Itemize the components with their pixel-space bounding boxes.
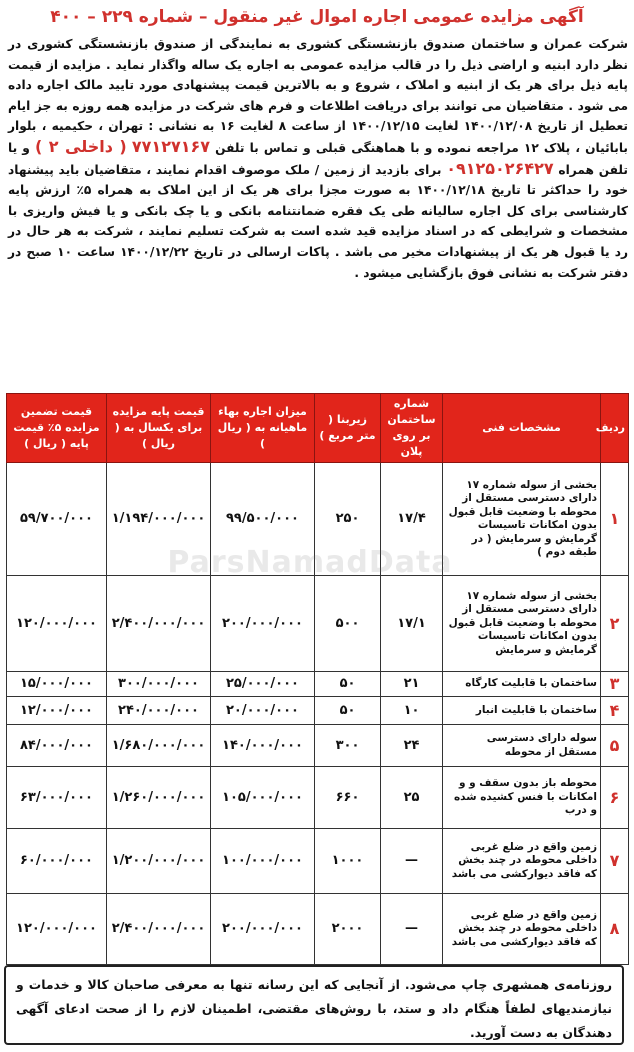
header-rent: میزان اجاره بهاء ماهیانه به ( ریال ) — [211, 394, 315, 463]
cell-building: ۲۴ — [381, 725, 443, 767]
cell-row-number: ۸ — [601, 894, 629, 965]
cell-spec: ساختمان با قابلیت کارگاه — [443, 672, 601, 697]
table-row — [7, 697, 629, 725]
notice-body — [8, 34, 628, 283]
table-row — [7, 576, 629, 672]
cell-base-price: ۱/۱۹۴/۰۰۰/۰۰۰ — [107, 463, 211, 576]
cell-building: ۱۰ — [381, 697, 443, 725]
header-area: زیربنا ( متر مربع ) — [315, 394, 381, 463]
cell-guarantee: ۱۵/۰۰۰/۰۰۰ — [7, 672, 107, 697]
table-row — [7, 725, 629, 767]
auction-table — [6, 393, 629, 965]
header-base-price: قیمت پایه مزایده برای یکسال به ( ریال ) — [107, 394, 211, 463]
cell-guarantee: ۶۳/۰۰۰/۰۰۰ — [7, 767, 107, 829]
cell-guarantee: ۱۲۰/۰۰۰/۰۰۰ — [7, 894, 107, 965]
notice-body-part2: و یا تلفن همراه — [8, 140, 628, 177]
cell-area: ۵۰ — [315, 672, 381, 697]
cell-base-price: ۱/۲۰۰/۰۰۰/۰۰۰ — [107, 829, 211, 894]
cell-guarantee: ۵۹/۷۰۰/۰۰۰ — [7, 463, 107, 576]
cell-row-number: ۳ — [601, 672, 629, 697]
cell-spec: زمین واقع در ضلع غربی داخلی محوطه در چند بخش که فاقد دیوارکشی می باشد — [443, 829, 601, 894]
cell-base-price: ۲/۴۰۰/۰۰۰/۰۰۰ — [107, 576, 211, 672]
cell-area: ۳۰۰ — [315, 725, 381, 767]
cell-row-number: ۲ — [601, 576, 629, 672]
cell-rent: ۲۰/۰۰۰/۰۰۰ — [211, 697, 315, 725]
table-row — [7, 672, 629, 697]
cell-row-number: ۷ — [601, 829, 629, 894]
cell-base-price: ۱/۶۸۰/۰۰۰/۰۰۰ — [107, 725, 211, 767]
table-row — [7, 829, 629, 894]
cell-area: ۲۰۰۰ — [315, 894, 381, 965]
cell-base-price: ۳۰۰/۰۰۰/۰۰۰ — [107, 672, 211, 697]
cell-base-price: ۲/۴۰۰/۰۰۰/۰۰۰ — [107, 894, 211, 965]
cell-base-price: ۱/۲۶۰/۰۰۰/۰۰۰ — [107, 767, 211, 829]
header-row-number: ردیف — [601, 394, 629, 463]
cell-area: ۲۵۰ — [315, 463, 381, 576]
cell-base-price: ۲۴۰/۰۰۰/۰۰۰ — [107, 697, 211, 725]
phone-main: ۷۷۱۲۷۱۶۷ — [131, 136, 211, 156]
header-spec: مشخصات فنی — [443, 394, 601, 463]
header-building: شماره ساختمان بر روی پلان — [381, 394, 443, 463]
notice-body-part1: شرکت عمران و ساختمان صندوق بازنشستگی کشوری به نمایندگی از صندوق بازنشستگی کشوری در نظر دارد ابنیه و اراضی ذیل را در قالب مزایده عمومی به اجاره یک ساله واگذار نماید . مزایده از قیمت پایه ذیل برای هر یک از ابنیه و املاک ، شروع و به بالاترین قیمت پیشنهادی مورد تایید مالک اجاره داده می شود . متقاضیان می توانند برای دریافت اطلاعات و فرم های شرکت در مزایده همه روزه به جز ایام تعطیل از تاریخ ۱۴۰۰/۱۲/۰۸ لغایت ۱۴۰۰/۱۲/۱۵ از ساعت ۸ لغایت ۱۶ به نشانی : تهران ، حکیمیه ، بلوار بابائیان ، پلاک ۱۲ مراجعه نموده و با هماهنگی قبلی و تماس با تلفن — [8, 37, 629, 155]
cell-area: ۵۰۰ — [315, 576, 381, 672]
cell-guarantee: ۱۲/۰۰۰/۰۰۰ — [7, 697, 107, 725]
cell-spec: سوله دارای دسترسی مستقل از محوطه — [443, 725, 601, 767]
watermark-text: ParsNamadData — [167, 545, 453, 580]
cell-rent: ۲۰۰/۰۰۰/۰۰۰ — [211, 576, 315, 672]
cell-row-number: ۶ — [601, 767, 629, 829]
cell-rent: ۱۰۵/۰۰۰/۰۰۰ — [211, 767, 315, 829]
cell-row-number: ۵ — [601, 725, 629, 767]
cell-building: ۲۱ — [381, 672, 443, 697]
cell-guarantee: ۶۰/۰۰۰/۰۰۰ — [7, 829, 107, 894]
notice-body-part3: برای بازدید از زمین / ملک موصوف اقدام نمایند ، متقاضیان باید پیشنهاد خود را حداکثر تا تاریخ ۱۴۰۰/۱۲/۱۸ به صورت مجزا برای هر یک از این املاک به همراه ۵٪ ارزش پایه کارشناسی برای کل اجاره سالیانه طی یک فقره ضمانتنامه بانکی و یا چک بانکی و یا فیش واریزی با مشخصات و شرایطی که در اسناد مزایده قید شده است به شرکت تسلیم نمایند ، شرکت به هر حال در رد یا قبول هر یک از پیشنهادات مخیر می باشد . پاکات ارسالی در تاریخ ۱۴۰۰/۱۲/۲۲ ساعت ۱۰ صبح در دفتر شرکت به نشانی فوق بازگشایی میشود . — [8, 162, 629, 280]
cell-row-number: ۱ — [601, 463, 629, 576]
cell-building: — — [381, 829, 443, 894]
cell-building: — — [381, 894, 443, 965]
cell-building: ۱۷/۴ — [381, 463, 443, 576]
table-row — [7, 894, 629, 965]
cell-building: ۲۵ — [381, 767, 443, 829]
cell-rent: ۲۰۰/۰۰۰/۰۰۰ — [211, 894, 315, 965]
cell-area: ۶۶۰ — [315, 767, 381, 829]
notice-title: آگهی مزایده عمومی اجاره اموال غیر منقول – شماره ۲۲۹ – ۴۰۰ — [50, 7, 584, 27]
header-guarantee: قیمت تضمین مزایده ۵٪ قیمت پایه ( ریال ) — [7, 394, 107, 463]
cell-rent: ۲۵/۰۰۰/۰۰۰ — [211, 672, 315, 697]
cell-rent: ۹۹/۵۰۰/۰۰۰ — [211, 463, 315, 576]
cell-spec: محوطه باز بدون سقف و و امکانات با فنس کشیده شده و درب — [443, 767, 601, 829]
cell-area: ۱۰۰۰ — [315, 829, 381, 894]
phone-mobile: ۰۹۱۲۵۰۲۶۴۲۷ — [446, 158, 554, 178]
table-row — [7, 767, 629, 829]
cell-row-number: ۴ — [601, 697, 629, 725]
cell-spec: ساختمان با قابلیت انبار — [443, 697, 601, 725]
cell-area: ۵۰ — [315, 697, 381, 725]
table-row — [7, 463, 629, 576]
cell-spec: بخشی از سوله شماره ۱۷ دارای دسترسی مستقل از محوطه با وضعیت قابل قبول بدون امکانات تاسیسات گرمایش و سرمایش ( در طبقه دوم ) — [443, 463, 601, 576]
phone-extension: ( داخلی ۲ ) — [35, 136, 127, 156]
cell-rent: ۱۰۰/۰۰۰/۰۰۰ — [211, 829, 315, 894]
cell-guarantee: ۸۴/۰۰۰/۰۰۰ — [7, 725, 107, 767]
cell-building: ۱۷/۱ — [381, 576, 443, 672]
cell-guarantee: ۱۲۰/۰۰۰/۰۰۰ — [7, 576, 107, 672]
cell-spec: بخشی از سوله شماره ۱۷ دارای دسترسی مستقل از محوطه با وضعیت قابل قبول بدون امکانات تاسیسات گرمایش و سرمایش — [443, 576, 601, 672]
cell-spec: زمین واقع در ضلع غربی داخلی محوطه در چند بخش که فاقد دیوارکشی می باشد — [443, 894, 601, 965]
footer-disclaimer: روزنامه‌ی همشهری چاپ می‌شود. از آنجایی که این رسانه تنها به معرفی صاحبان کالا و خدمات و نیازمندیهای لطفاً هنگام داد و ستد، با روش‌های مقتضی، اطمینان لازم را از صحت ادعای آگهی دهندگان به دست آورید. — [4, 965, 624, 1045]
cell-rent: ۱۴۰/۰۰۰/۰۰۰ — [211, 725, 315, 767]
table-header-row — [7, 394, 629, 463]
